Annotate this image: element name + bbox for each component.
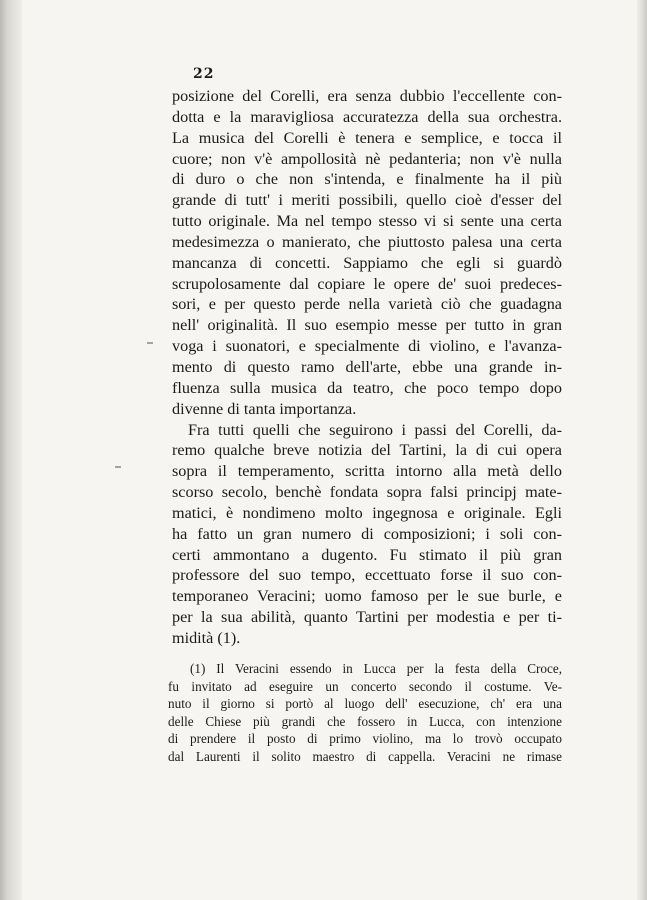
text-line: per la sua abilità, quanto Tartini per modestia e per ti- (172, 608, 562, 627)
main-text-block (172, 86, 562, 649)
text-line: mancanza di concetti. Sappiamo che egli si guardò (172, 253, 562, 272)
margin-mark (115, 466, 121, 468)
footnote-block (168, 660, 562, 766)
text-line: scorso secolo, benchè fondata sopra falsi principj mate- (172, 483, 562, 502)
margin-mark (147, 342, 153, 344)
text-line: matici, è nondimeno molto ingegnosa e originale. Egli (172, 503, 562, 522)
footnote-line: delle Chiese più grandi che fossero in Lucca, con intenzione (168, 713, 562, 729)
text-line: sori, e per questo perde nella varietà ciò che guadagna (172, 295, 562, 314)
binding-edge (0, 0, 22, 900)
paragraph-end-line: divenne di tanta importanza. (172, 399, 357, 418)
text-line: cuore; non v'è ampollosità nè pedanteria; non v'è nulla (172, 149, 562, 168)
text-line: di duro o che non s'intenda, e finalmente ha il più (172, 170, 562, 189)
paragraph-start-line: Fra tutti quelli che seguirono i passi del Corelli, da- (188, 420, 562, 439)
text-line: professore del suo tempo, eccettuato forse il suo con- (172, 566, 562, 585)
page-number: 22 (193, 66, 215, 82)
footnote-line: fu invitato ad eseguire un concerto secondo il costume. Ve- (168, 678, 562, 694)
footnote-line: di prendere il posto di primo violino, ma lo trovò occupato (168, 731, 562, 747)
text-line: temporaneo Veracini; uomo famoso per le sue burle, e (172, 587, 562, 606)
text-line: ha fatto un gran numero di composizioni; i soli con- (172, 524, 562, 543)
footnote-line: nuto il giorno si portò al luogo dell' esecuzione, ch' era una (168, 696, 562, 712)
text-line: medesimezza o manierato, che piuttosto palesa una certa (172, 232, 562, 251)
text-line: nell' originalità. Il suo esempio messe per tutto in gran (172, 316, 562, 335)
text-line: sopra il temperamento, scritta intorno alla metà dello (172, 462, 562, 481)
text-line: dotta e la maravigliosa accuratezza della sua orchestra. (172, 107, 562, 126)
paragraph-end-line: midità (1). (172, 628, 241, 647)
text-line: La musica del Corelli è tenera e semplice, e tocca il (172, 128, 562, 147)
text-line: posizione del Corelli, era senza dubbio l'eccellente con- (172, 87, 562, 105)
page-right-edge (637, 0, 647, 900)
text-line: scrupolosamente dal copiare le opere de' suoi predeces- (172, 274, 562, 293)
footnote-line: (1) Il Veracini essendo in Lucca per la festa della Croce, (190, 661, 562, 676)
footnote-line: dal Laurenti il solito maestro di cappella. Veracini ne rimase (168, 748, 562, 764)
text-line: fluenza sulla musica da teatro, che poco tempo dopo (172, 378, 562, 397)
text-line: certi ammontano a dugento. Fu stimato il più gran (172, 545, 562, 564)
text-line: remo qualche breve notizia del Tartini, la di cui opera (172, 441, 562, 460)
text-line: mento di questo ramo dell'arte, ebbe una grande in- (172, 357, 562, 376)
text-line: voga i suonatori, e specialmente di violino, e l'avanza- (172, 337, 562, 356)
text-line: grande di tutt' i meriti possibili, quello cioè d'esser del (172, 191, 562, 210)
text-line: tutto originale. Ma nel tempo stesso vi si sente una certa (172, 212, 562, 231)
